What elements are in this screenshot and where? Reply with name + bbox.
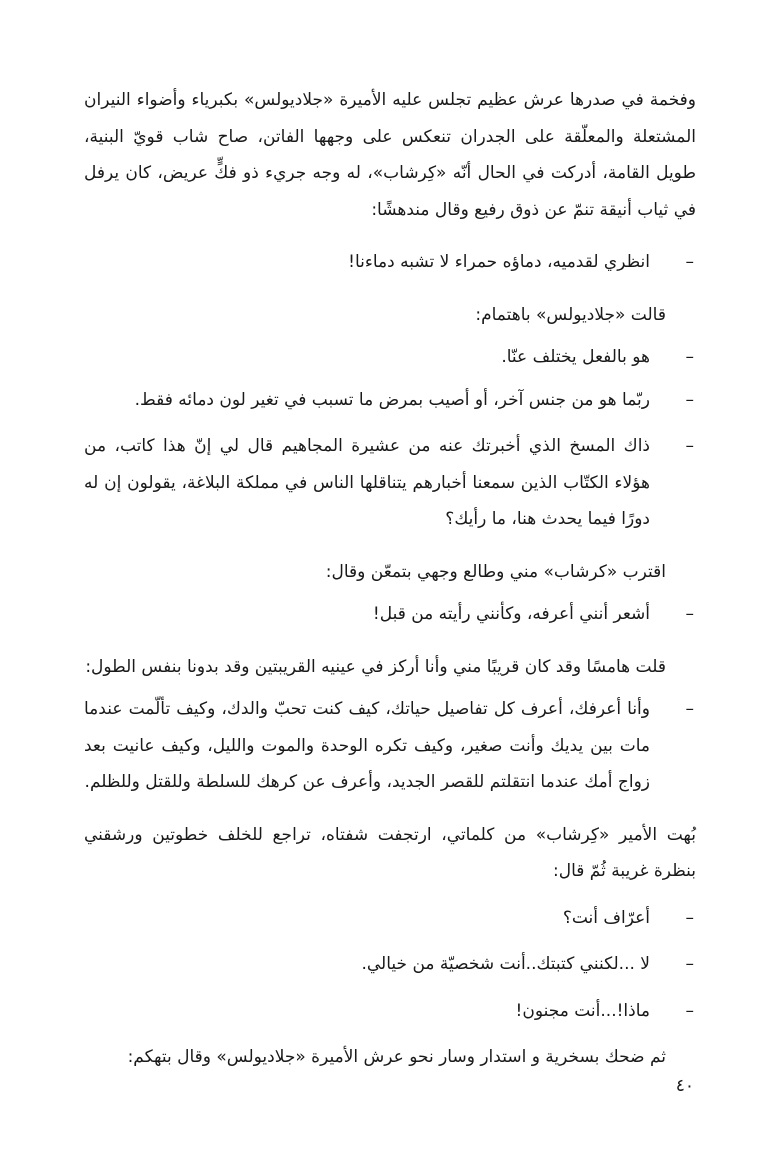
dialogue-line bbox=[84, 946, 696, 983]
dialogue-text: لا ...لكنني كتبتك..أنت شخصيّة من خيالي. bbox=[361, 954, 650, 974]
narration-paragraph: وفخمة في صدرها عرش عظيم تجلس عليه الأميرة «جلاديولس» بكبرياء وأضواء النيران المشتعلة والمعلّقة على الجدران تنعكس على وجهها الفاتن، صاح شاب قويّ البنية، طويل القامة، أدركت في الحال أنّه «كِرشاب»، له وجه جريء ذو فكٍّ عريض، كان يرفل في ثياب أنيقة تنمّ عن ذوق رفيع وقال مندهشًا: bbox=[84, 90, 696, 220]
dialogue-line bbox=[84, 339, 696, 376]
dialogue-dash: – bbox=[685, 389, 694, 410]
dialogue-line bbox=[84, 596, 696, 633]
page-number: ٤٠ bbox=[675, 1076, 694, 1096]
dialogue-dash: – bbox=[685, 1000, 694, 1021]
dialogue-line bbox=[84, 382, 696, 419]
dialogue-text: أعرّاف أنت؟ bbox=[562, 907, 650, 928]
narration-paragraph: اقترب «كرشاب» مني وطالع وجهي بتمعّن وقال: bbox=[325, 561, 666, 582]
dialogue-dash: – bbox=[685, 604, 694, 624]
narration-paragraph: بُهت الأمير «كِرشاب» من كلماتي، ارتجفت شفتاه، تراجع للخلف خطوتين ورشقني بنظرة غريبة ثُمّ قال: bbox=[84, 824, 696, 881]
dialogue-line bbox=[84, 691, 696, 801]
dialogue-text: انظري لقدميه، دماؤه حمراء لا تشبه دماءنا! bbox=[348, 252, 650, 272]
dialogue-line bbox=[84, 428, 696, 538]
dialogue-text: أشعر أنني أعرفه، وكأنني رأيته من قبل! bbox=[372, 604, 650, 624]
dialogue-line bbox=[84, 244, 696, 281]
dialogue-dash: – bbox=[685, 954, 694, 974]
narration-paragraph: قلت هامسًا وقد كان قريبًا مني وأنا أركز في عينيه القريبتين وقد بدونا بنفس الطول: bbox=[85, 656, 666, 677]
dialogue-text: هو بالفعل يختلف عنّا. bbox=[501, 347, 650, 367]
narration-paragraph: قالت «جلاديولس» باهتمام: bbox=[475, 304, 666, 325]
dialogue-text: ماذا!...أنت مجنون! bbox=[515, 1000, 650, 1021]
dialogue-dash: – bbox=[685, 907, 694, 928]
dialogue-dash: – bbox=[685, 699, 694, 719]
dialogue-text: ذاك المسخ الذي أخبرتك عنه من عشيرة المجاهيم قال لي إنّ هذا كاتب، من هؤلاء الكتّاب الذين سمعنا أخبارهم يتناقلها الناس في مملكة البلاغة، يقولون إن له دورًا فيما يحدث هنا، ما رأيك؟ bbox=[84, 436, 650, 529]
dialogue-dash: – bbox=[685, 436, 694, 456]
dialogue-dash: – bbox=[685, 347, 694, 367]
narration-paragraph: ثم ضحك بسخرية و استدار وسار نحو عرش الأميرة «جلاديولس» وقال بتهكم: bbox=[127, 1047, 666, 1067]
dialogue-text: ربّما هو من جنس آخر، أو أصيب بمرض ما تسبب في تغير لون دمائه فقط. bbox=[134, 389, 650, 410]
dialogue-dash: – bbox=[685, 252, 694, 272]
dialogue-line bbox=[84, 993, 696, 1030]
dialogue-line bbox=[84, 900, 696, 937]
page-body bbox=[84, 82, 696, 1076]
dialogue-text: وأنا أعرفك، أعرف كل تفاصيل حياتك، كيف كنت تحبّ والدك، وكيف تألّمت عندما مات بين يديك وأنت صغير، وكيف تكره الوحدة والموت والليل، وكيف عانيت بعد زواج أمك عندما انتقلتم للقصر الجديد، وأعرف عن كرهك للسلطة وللقتل وللظلم. bbox=[84, 699, 650, 792]
